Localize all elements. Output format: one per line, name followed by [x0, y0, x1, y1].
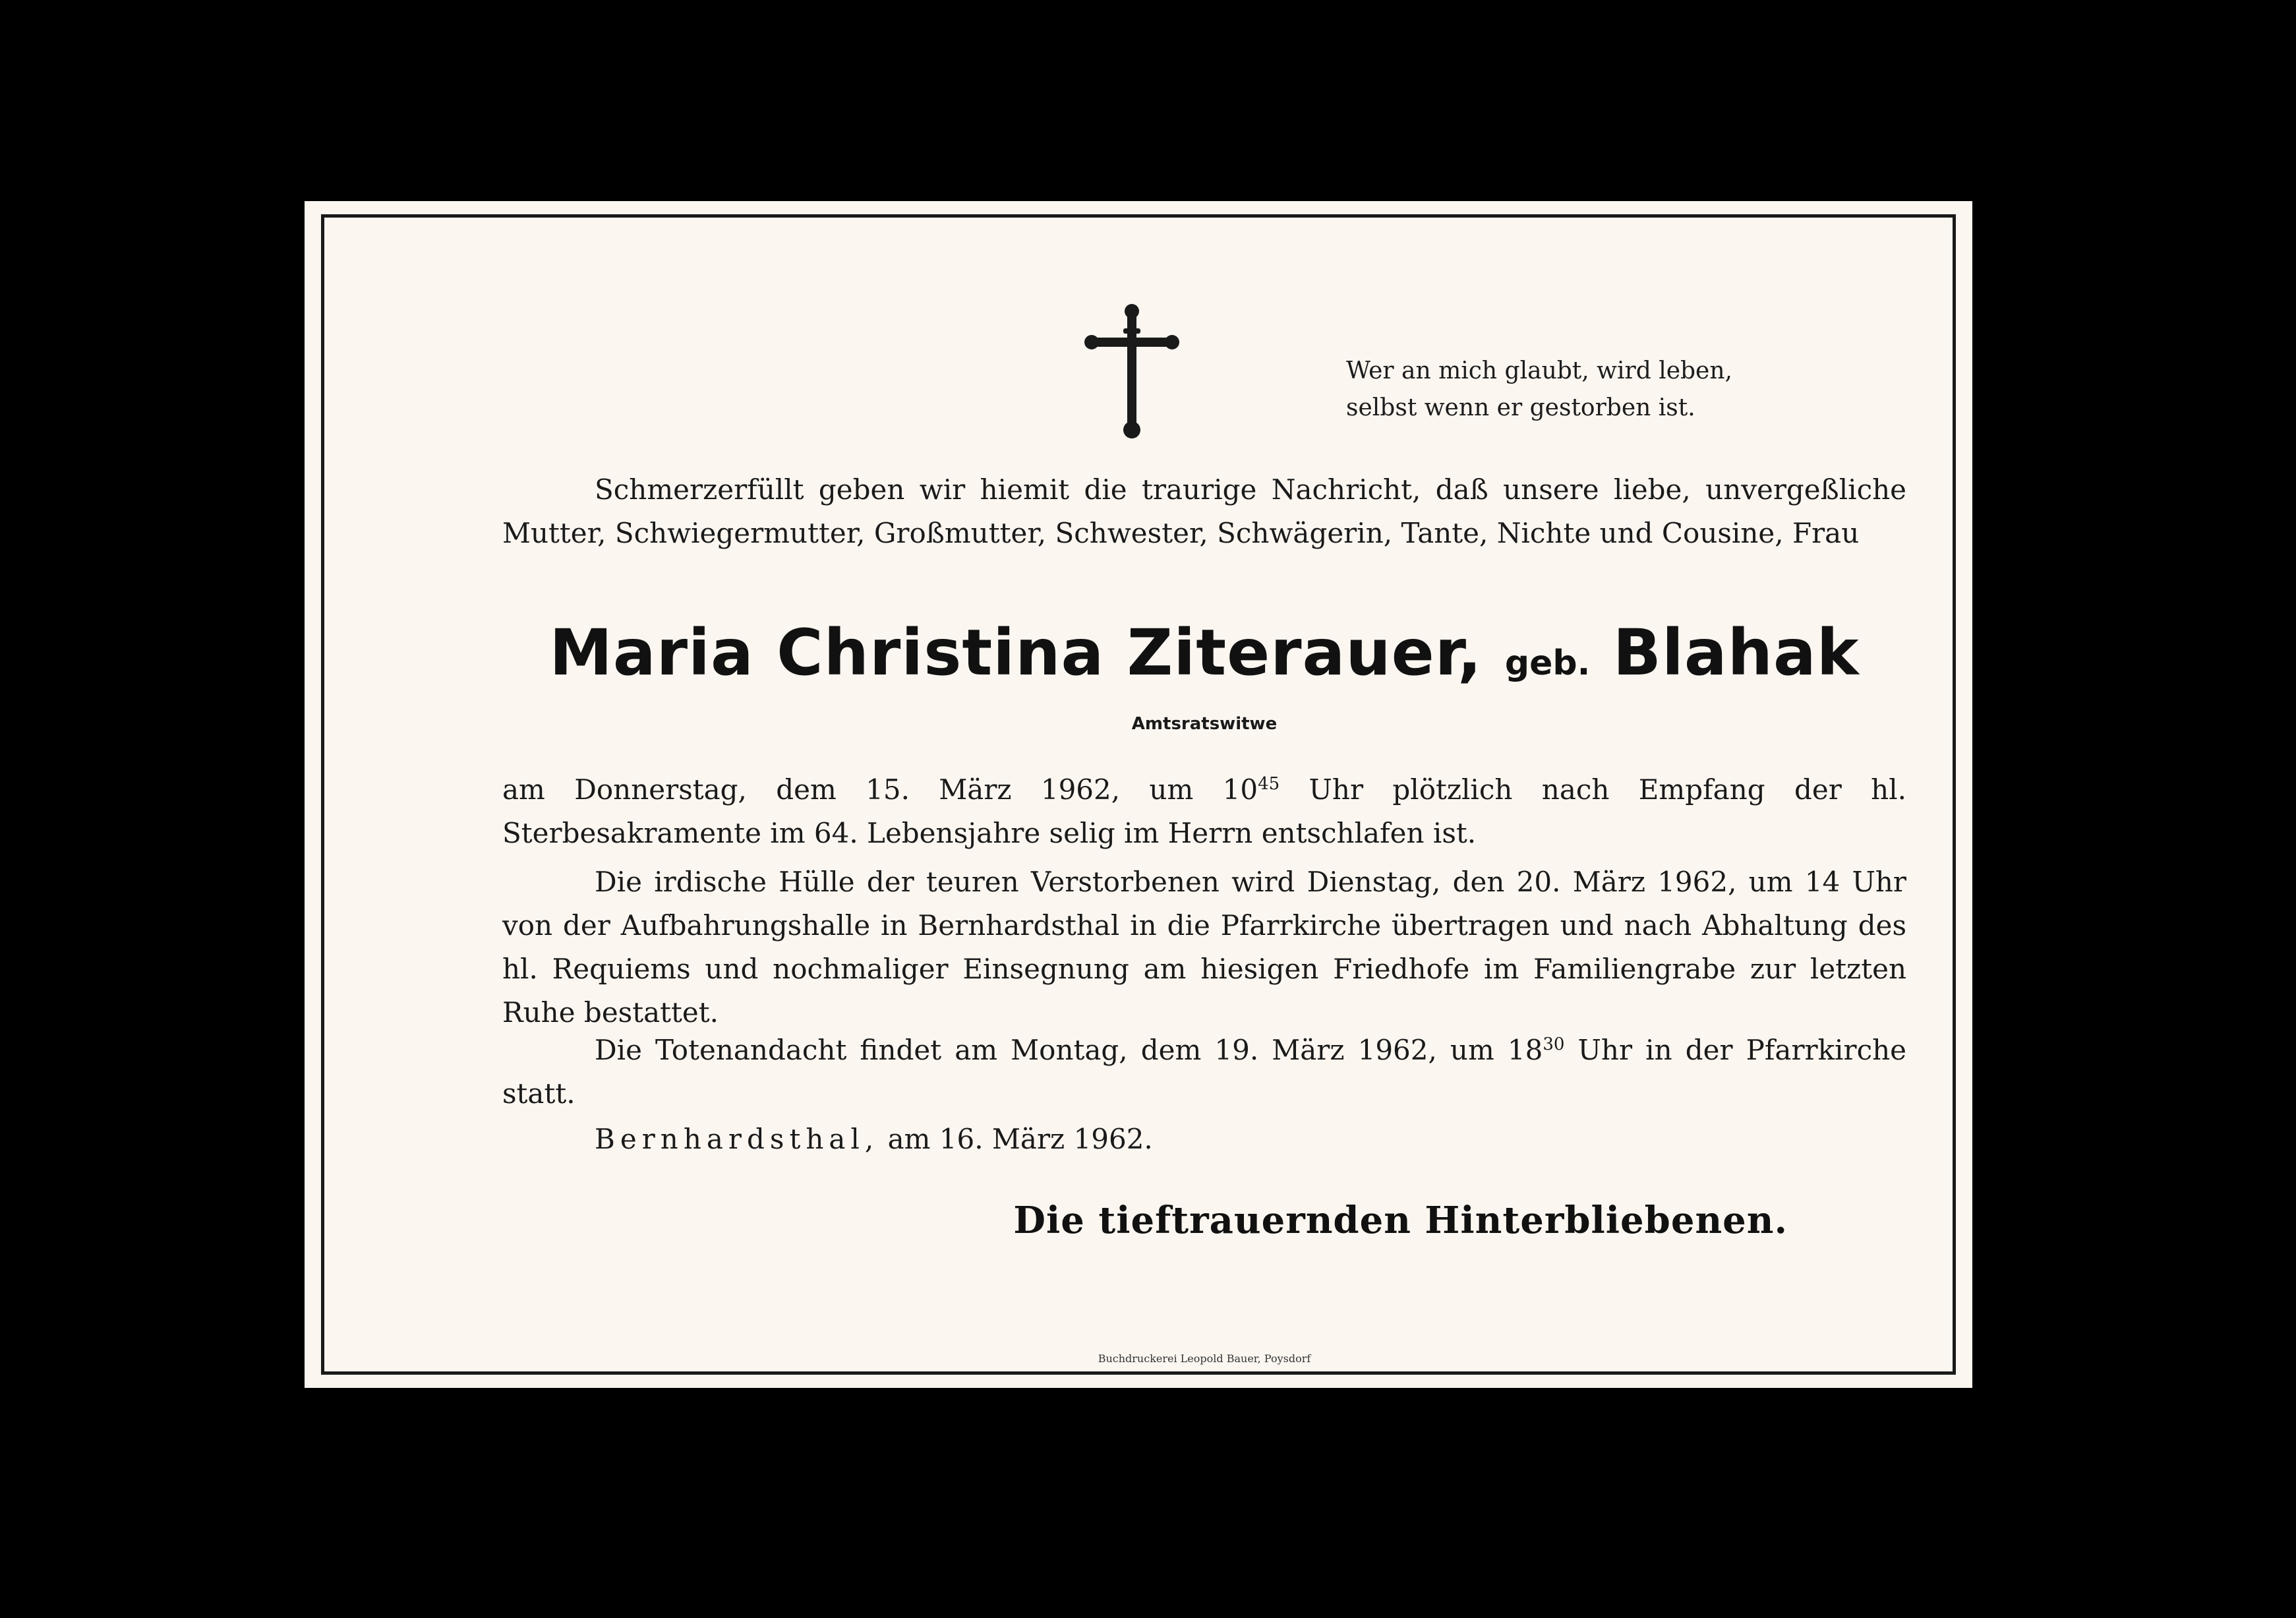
place-name: Bernhardsthal,	[595, 1123, 879, 1155]
obituary-card	[305, 201, 1972, 1388]
bible-quote-line-1: Wer an mich glaubt, wird leben,	[1346, 357, 1732, 384]
vigil-text-part-2: Uhr in der Pfarrkirche statt.	[502, 1034, 1906, 1110]
death-text-part-1: am Donnerstag, dem 15. März 1962, um 10	[502, 773, 1258, 806]
vigil-time-minutes: 30	[1543, 1034, 1565, 1054]
orthodox-style-cross-icon	[1082, 303, 1181, 442]
vigil-paragraph	[502, 1029, 1906, 1116]
deceased-name-line	[502, 613, 1906, 703]
intro-paragraph: Schmerzerfüllt geben wir hiemit die traurige Nachricht, daß unsere liebe, unvergeßliche Mutter, Schwiegermutter, Großmutter, Schwester, Schwägerin, Tante, Nichte und Cousine, Frau	[502, 473, 1906, 549]
bible-quote	[1346, 353, 1900, 427]
place-and-date	[595, 1118, 1153, 1161]
deceased-title: Amtsratswitwe	[1131, 714, 1278, 734]
maiden-name: Blahak	[1612, 616, 1860, 690]
issue-date: am 16. März 1962.	[879, 1123, 1153, 1155]
funeral-paragraph: Die irdische Hülle der teuren Verstorbenen wird Dienstag, den 20. März 1962, um 14 Uhr von der Aufbahrungshalle in Bernhardsthal in die Pfarrkirche übertragen und nach Abhaltung des hl. Requiems und nochmaliger Einsegnung am hiesigen Friedhofe im Familiengrabe zur letzten Ruhe bestattet.	[502, 866, 1906, 1029]
bible-quote-line-2: selbst wenn er gestorben ist.	[1346, 394, 1695, 421]
death-time-minutes: 45	[1258, 774, 1280, 794]
printer-imprint: Buchdruckerei Leopold Bauer, Poysdorf	[1098, 1352, 1311, 1365]
vigil-text-part-1: Die Totenandacht findet am Montag, dem 19. März 1962, um 18	[595, 1034, 1543, 1066]
death-text-part-2: Uhr plötzlich nach Empfang der hl. Sterbesakramente im 64. Lebensjahre selig im Herrn entschlafen ist.	[502, 773, 1906, 849]
nee-label: geb.	[1504, 644, 1591, 683]
deceased-name: Maria Christina Ziterauer,	[549, 616, 1483, 690]
mourners-signature: Die tieftrauernden Hinterbliebenen.	[1013, 1199, 1788, 1242]
death-paragraph	[502, 768, 1906, 855]
